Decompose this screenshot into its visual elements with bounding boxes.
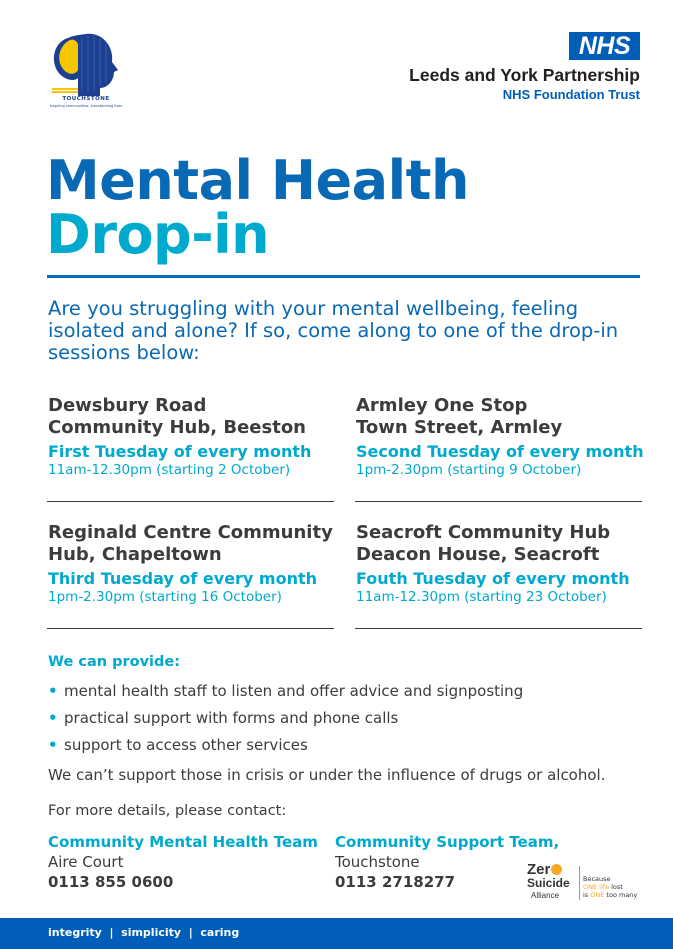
session-place-line-2: Deacon House, Seacroft [356, 544, 600, 565]
contact-name: Community Mental Health Team [48, 833, 318, 851]
contact-intro: For more details, please contact: [48, 803, 287, 819]
touchstone-tagline: Inspiring communities, transforming lives [49, 104, 123, 108]
trust-subtitle: NHS Foundation Trust [502, 87, 640, 102]
bullet-icon: • [48, 682, 58, 700]
contact-place: Aire Court [48, 853, 124, 871]
session-day: Second Tuesday of every month [356, 442, 644, 461]
zsa-line-3: is ONE too many [583, 891, 638, 899]
session-card [356, 395, 646, 479]
list-item [48, 678, 523, 705]
list-item-text: support to access other services [64, 736, 308, 754]
session-place-line-1: Dewsbury Road [48, 395, 207, 416]
contact-phone: 0113 2718277 [335, 873, 456, 891]
session-place-line-2: Hub, Chapeltown [48, 544, 222, 565]
contact-place: Touchstone [335, 853, 420, 871]
session-time: 1pm-2.30pm (starting 16 October) [48, 589, 282, 605]
session-place-line-1: Armley One Stop [356, 395, 528, 416]
contact-block [48, 832, 318, 892]
zsa-divider [579, 866, 580, 900]
session-card [48, 522, 338, 606]
list-item [48, 732, 523, 759]
list-item [48, 705, 523, 732]
provide-heading: We can provide: [48, 654, 181, 670]
page-title-line-1: Mental Health [46, 149, 469, 212]
page-title-line-2: Drop-in [46, 203, 270, 266]
zsa-word-zero: Zer [527, 862, 562, 878]
session-divider [47, 628, 334, 629]
list-item-text: practical support with forms and phone calls [64, 709, 399, 727]
list-item-text: mental health staff to listen and offer advice and signposting [64, 682, 524, 700]
session-time: 11am-12.30pm (starting 23 October) [356, 589, 607, 605]
session-divider [355, 628, 642, 629]
session-time: 1pm-2.30pm (starting 9 October) [356, 462, 582, 478]
zsa-o-dot-icon [551, 864, 562, 875]
session-place-line-2: Town Street, Armley [356, 417, 563, 438]
contact-name: Community Support Team, [335, 833, 560, 851]
zsa-word-suicide: Suicide [527, 876, 570, 890]
session-place-line-1: Seacroft Community Hub [356, 522, 611, 543]
session-place-line-1: Reginald Centre Community [48, 522, 333, 543]
contact-block [335, 832, 559, 892]
session-card [48, 395, 338, 479]
session-divider [355, 501, 642, 502]
contact-phone: 0113 855 0600 [48, 873, 174, 891]
footer-values: integrity | simplicity | caring [48, 926, 240, 939]
session-time: 11am-12.30pm (starting 2 October) [48, 462, 291, 478]
disclaimer: We can’t support those in crisis or under the influence of drugs or alcohol. [48, 766, 606, 784]
session-card [356, 522, 646, 606]
zsa-word-alliance: Alliance [531, 891, 560, 900]
session-day: Third Tuesday of every month [48, 569, 318, 588]
intro-text: Are you struggling with your mental wellbeing, feeling isolated and alone? If so, come along to one of the drop-in sessions below: [48, 297, 619, 364]
trust-name: Leeds and York Partnership [409, 65, 640, 85]
title-divider [47, 275, 640, 278]
provide-list [48, 678, 523, 759]
session-day: First Tuesday of every month [48, 442, 312, 461]
session-day: Fouth Tuesday of every month [356, 569, 630, 588]
touchstone-wordmark: TOUCHSTONE [62, 96, 110, 102]
session-place-line-2: Community Hub, Beeston [48, 417, 306, 438]
zero-suicide-alliance-logo [527, 862, 647, 906]
bullet-icon: • [48, 736, 58, 754]
bullet-icon: • [48, 709, 58, 727]
nhs-logo: NHS [569, 32, 640, 60]
zsa-line-2: ONE life lost [583, 883, 623, 891]
zsa-line-1: Because [583, 875, 611, 883]
session-divider [47, 501, 334, 502]
